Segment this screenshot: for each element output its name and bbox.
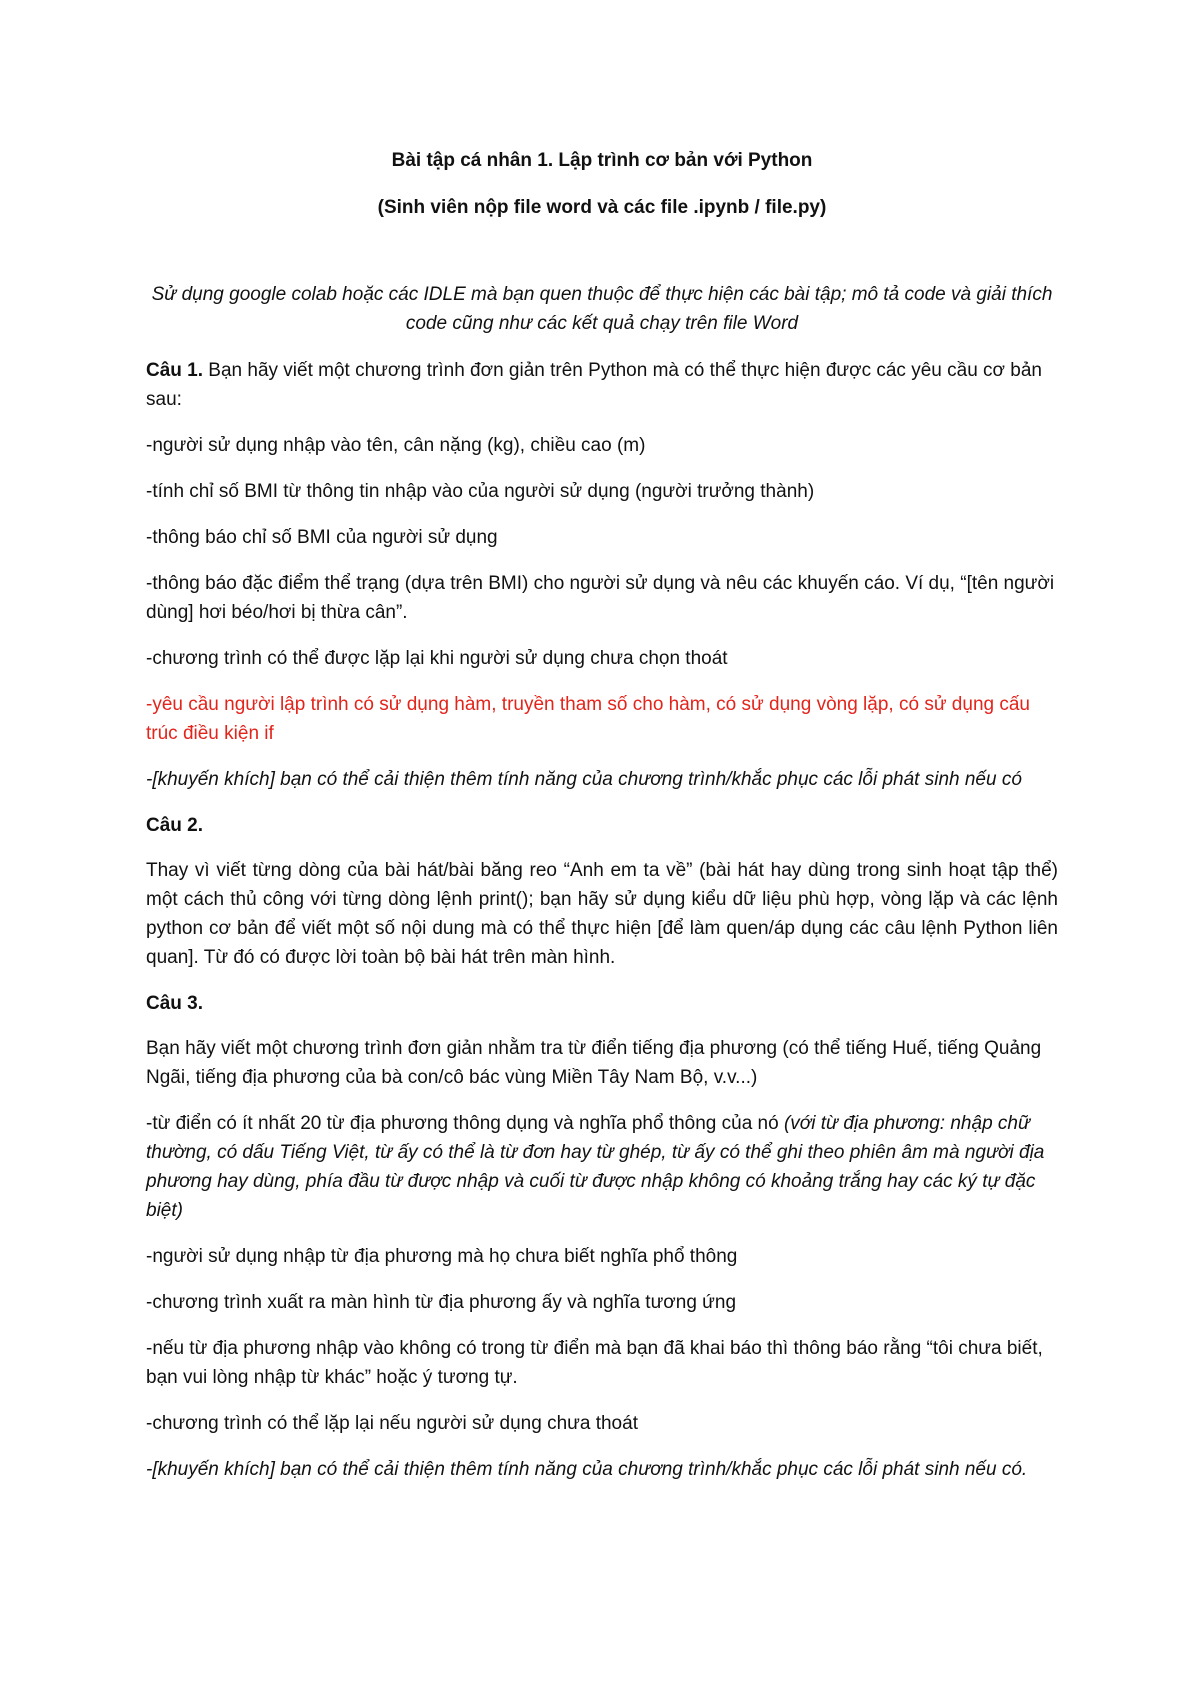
q1-text: Bạn hãy viết một chương trình đơn giản trên Python mà có thể thực hiện được các yêu cầu cơ bản sau: [146, 360, 1042, 410]
q3-label: Câu 3. [146, 993, 204, 1014]
document-subtitle: (Sinh viên nộp file word và các file .ipynb / file.py) [377, 197, 827, 218]
q2-text: Thay vì viết từng dòng của bài hát/bài băng reo “Anh em ta về” (bài hát hay dùng trong sinh hoạt tập thể) một cách thủ công với từng dòng lệnh print(); bạn hãy sử dụng kiểu dữ liệu phù hợp, vòng lặp và các lệnh python cơ bản để viết một số nội dung mà có thể thực hiện [để làm quen/áp dụng các câu lệnh Python liên quan]. Từ đó có được lời toàn bộ bài hát trên màn hình. [146, 860, 1058, 968]
q3-dictionary-item [146, 1109, 1058, 1225]
q1-item-1: -người sử dụng nhập vào tên, cân nặng (kg), chiều cao (m) [146, 435, 646, 456]
q3-item-3: -nếu từ địa phương nhập vào không có trong từ điển mà bạn đã khai báo thì thông báo rằng “tôi chưa biết, bạn vui lòng nhập từ khác” hoặc ý tương tự. [146, 1338, 1043, 1388]
q1-item-5: -chương trình có thể được lặp lại khi người sử dụng chưa chọn thoát [146, 648, 728, 669]
document-intro: Sử dụng google colab hoặc các IDLE mà bạn quen thuộc để thực hiện các bài tập; mô tả code và giải thích code cũng như các kết quả chạy trên file Word [151, 284, 1053, 334]
document-title: Bài tập cá nhân 1. Lập trình cơ bản với Python [391, 150, 813, 171]
q1-paragraph [146, 356, 1058, 414]
q3-item-4: -chương trình có thể lặp lại nếu người sử dụng chưa thoát [146, 1413, 638, 1434]
q3-encouragement: -[khuyến khích] bạn có thể cải thiện thêm tính năng của chương trình/khắc phục các lỗi phát sinh nếu có. [146, 1459, 1028, 1480]
q1-item-3: -thông báo chỉ số BMI của người sử dụng [146, 527, 498, 548]
q1-item-4: -thông báo đặc điểm thể trạng (dựa trên BMI) cho người sử dụng và nêu các khuyến cáo. Ví dụ, “[tên người dùng] hơi béo/hơi bị thừa cân”. [146, 573, 1055, 623]
q1-encouragement: -[khuyến khích] bạn có thể cải thiện thêm tính năng của chương trình/khắc phục các lỗi phát sinh nếu có [146, 769, 1022, 790]
q3-dictionary-normal: -từ điển có ít nhất 20 từ địa phương thông dụng và nghĩa phổ thông của nó [146, 1113, 784, 1134]
q3-text: Bạn hãy viết một chương trình đơn giản nhằm tra từ điển tiếng địa phương (có thể tiếng Huế, tiếng Quảng Ngãi, tiếng địa phương của bà con/cô bác vùng Miền Tây Nam Bộ, v.v...) [146, 1038, 1042, 1088]
q1-label: Câu 1. [146, 360, 204, 381]
q3-item-1: -người sử dụng nhập từ địa phương mà họ chưa biết nghĩa phổ thông [146, 1246, 738, 1267]
q2-label: Câu 2. [146, 815, 204, 836]
q1-requirement-red: -yêu cầu người lập trình có sử dụng hàm, truyền tham số cho hàm, có sử dụng vòng lặp, có sử dụng cấu trúc điều kiện if [146, 694, 1030, 744]
document-content [146, 146, 1058, 1501]
q1-item-2: -tính chỉ số BMI từ thông tin nhập vào của người sử dụng (người trưởng thành) [146, 481, 815, 502]
q3-dictionary-italic: (với từ địa phương: nhập chữ thường, có dấu Tiếng Việt, từ ấy có thể là từ đơn hay từ ghép, từ ấy có thể ghi theo phiên âm mà người địa phương hay dùng, phía đầu từ được nhập và cuối từ được nhập không có khoảng trắng hay các ký tự đặc biệt) [146, 1113, 1045, 1221]
q3-item-2: -chương trình xuất ra màn hình từ địa phương ấy và nghĩa tương ứng [146, 1292, 737, 1313]
